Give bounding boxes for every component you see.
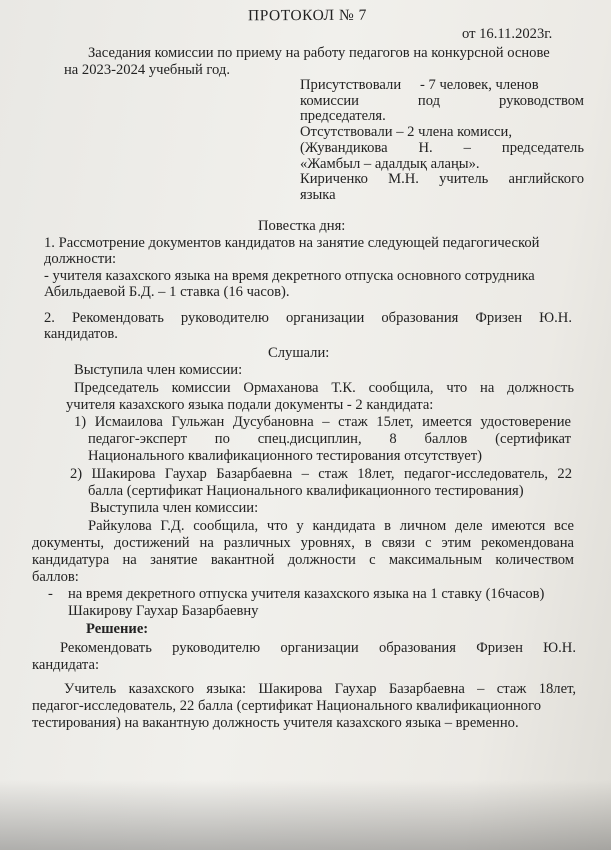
candidate-2-line-2: балла (сертификат Национального квалификационного тестирования)	[88, 483, 524, 499]
agenda-item-1-line-3: - учителя казахского языка на время декретного отпуска основного сотрудника	[44, 268, 535, 284]
attendance-absent-line-1: Отсутствовали – 2 члена комисси,	[300, 124, 512, 140]
document-date: от 16.11.2023г.	[462, 26, 553, 42]
page-shadow	[0, 780, 611, 850]
hearing-p1-line-2: учителя казахского языка подали документы - 2 кандидата:	[66, 397, 434, 413]
decision-line-1: Рекомендовать руководителю организации образования Фризен Ю.Н.	[60, 640, 576, 656]
attendance-absent-line-2: (Жувандикова Н. – председатель	[300, 140, 584, 156]
intro-line-1: Заседания комиссии по приему на работу педагогов на конкурсной основе	[88, 45, 550, 61]
candidate-1-line-2: педагог-эксперт по спец.дисциплин, 8 баллов (сертификат	[88, 431, 571, 447]
agenda-item-1-line-4: Абильдаевой Б.Д. – 1 ставка (16 часов).	[44, 284, 290, 300]
attendance-line-2: комиссии под руководством	[300, 93, 584, 109]
attendance-present-label: Присутствовали	[300, 77, 402, 93]
hearing-p2-line-3: кандидатура на занятие вакантной должности с максимальным количеством	[32, 552, 574, 568]
decision-line-2: кандидата:	[32, 657, 100, 673]
intro-line-2: на 2023-2024 учебный год.	[64, 62, 231, 78]
agenda-item-2-line-2: кандидатов.	[44, 326, 118, 342]
decision-heading: Решение:	[86, 621, 149, 637]
decision-line-5: тестирования) на вакантную должность учителя казахского языка – временно.	[32, 715, 519, 731]
bullet-dash-icon: -	[48, 586, 53, 602]
agenda-heading: Повестка дня:	[258, 218, 346, 234]
hearing-speaker-2: Выступила член комиссии:	[90, 500, 259, 516]
attendance-line-3: председателя.	[300, 108, 386, 124]
hearing-p1-line-1: Председатель комиссии Ормаханова Т.К. сообщила, что на должность	[74, 380, 574, 396]
attendance-present-count: - 7 человек, членов	[420, 77, 539, 93]
document-title: ПРОТОКОЛ № 7	[247, 6, 367, 25]
attendance-absent-line-5: языка	[300, 187, 336, 203]
agenda-item-1-line-2: должности:	[44, 251, 117, 267]
decision-line-4: педагог-исследователь, 22 балла (сертификат Национального квалификационного	[32, 698, 542, 714]
decision-line-3: Учитель казахского языка: Шакирова Гаухар Базарбаевна – стаж 18лет,	[64, 681, 576, 697]
hearing-bullet-line-1: на время декретного отпуска учителя казахского языка на 1 ставку (16часов)	[68, 586, 545, 602]
candidate-1-line-1: 1) Исмаилова Гульжан Дусубановна – стаж 15лет, имеется удостоверение	[74, 414, 571, 430]
candidate-1-line-3: Национального квалификационного тестирования отсутствует)	[88, 448, 482, 464]
candidate-2-line-1: 2) Шакирова Гаухар Базарбаевна – стаж 18лет, педагог-исследователь, 22	[70, 466, 572, 482]
agenda-item-2-line-1: 2. Рекомендовать руководителю организации образования Фризен Ю.Н.	[44, 310, 572, 326]
attendance-absent-line-3: «Жамбыл – адалдық алаңы».	[300, 156, 480, 172]
hearing-p2-line-4: баллов:	[32, 569, 79, 585]
hearing-heading: Слушали:	[268, 345, 330, 361]
attendance-absent-line-4: Кириченко М.Н. учитель английского	[300, 171, 584, 187]
hearing-p2-line-2: документы, достижений на различных уровнях, в связи с этим рекомендована	[32, 535, 574, 551]
hearing-bullet-line-2: Шакирову Гаухар Базарбаевну	[68, 603, 259, 619]
agenda-item-1-line-1: 1. Рассмотрение документов кандидатов на занятие следующей педагогической	[44, 235, 540, 251]
hearing-speaker-1: Выступила член комиссии:	[74, 362, 243, 378]
hearing-p2-line-1: Райкулова Г.Д. сообщила, что у кандидата в личном деле имеются все	[88, 518, 574, 534]
